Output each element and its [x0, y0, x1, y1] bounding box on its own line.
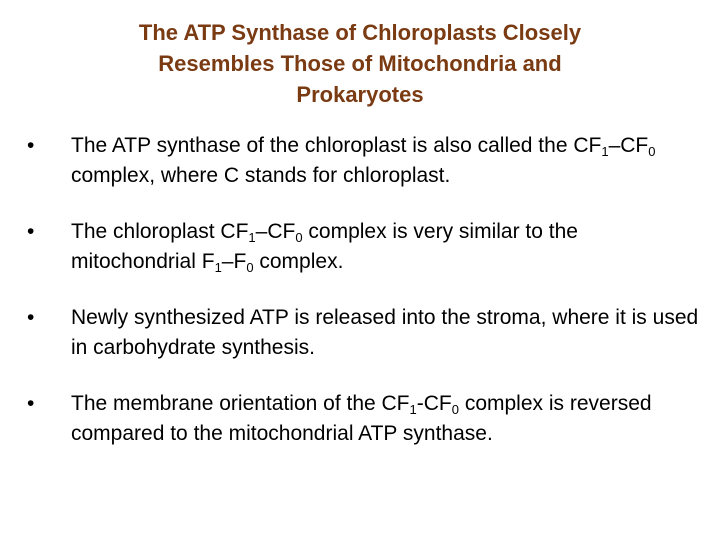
bullet-item — [27, 217, 707, 277]
bullet-text: The chloroplast $CF_1-CF_0$ complex is very similar to the mitochondrial $F_1-F_0$ complex. — [71, 220, 578, 275]
bullet-text: Newly synthesized ATP is released into the stroma, where it is used in carbohydrate synthesis. — [71, 306, 699, 359]
slide-title — [40, 17, 680, 110]
bullet-item — [27, 303, 707, 363]
bullet-item — [27, 131, 707, 191]
bullet-list — [27, 131, 707, 449]
bullet-marker: • — [27, 134, 35, 157]
bullet-marker: • — [27, 220, 35, 243]
bullet-marker: • — [27, 392, 35, 415]
bullet-text: The membrane orientation of the $CF_1-CF_0$ complex is reversed compared to the mitochondrial ATP synthase. — [71, 392, 652, 445]
title-line-2: Resembles Those of Mitochondria and — [158, 51, 562, 76]
bullet-item — [27, 389, 707, 449]
bullet-text: The ATP synthase of the chloroplast is also called the $CF_1-CF_0$ complex, where C stands for chloroplast. — [71, 134, 656, 187]
title-line-1: The ATP Synthase of Chloroplasts Closely — [138, 20, 582, 45]
title-line-3: Prokaryotes — [296, 82, 424, 107]
bullet-marker: • — [27, 306, 35, 329]
